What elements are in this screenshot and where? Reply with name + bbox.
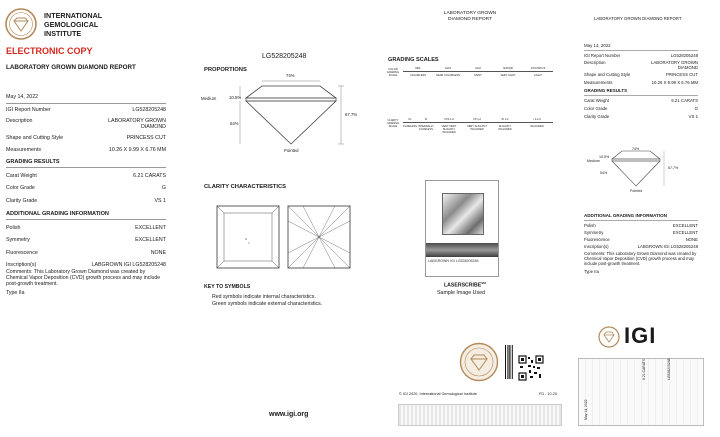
color-word: FAINT <box>474 74 482 77</box>
field-value: LABGROWN IGI LG528205248 <box>637 244 698 249</box>
center-title-line-1: LABORATORY GROWN <box>443 11 497 16</box>
table-pct: 74% <box>286 73 295 78</box>
copyright: © IGI 2020, International Gemological Institute <box>399 392 477 396</box>
field-carat <box>6 173 166 179</box>
color-scale <box>385 67 555 91</box>
field-label: Color Grade <box>584 106 608 111</box>
igi-seal-logo <box>5 8 37 40</box>
right-field <box>584 60 698 70</box>
color-word: COLORLESS <box>410 74 426 77</box>
security-strip <box>398 404 562 426</box>
divider <box>6 219 166 220</box>
field-label: Inscription(s) <box>584 244 609 249</box>
proportions-diagram <box>216 78 356 158</box>
diamond-photo <box>442 193 484 235</box>
field-value: PRINCESS CUT <box>666 72 698 77</box>
field-label: IGI Report Number <box>584 53 621 58</box>
right-girdle: Medium <box>587 159 600 163</box>
field-label: Carat Weight <box>6 173 37 179</box>
field-symmetry <box>6 237 166 243</box>
electronic-copy-label: ELECTRONIC COPY <box>6 46 93 56</box>
right-field <box>584 106 698 111</box>
right-field <box>584 223 698 228</box>
right-field <box>584 237 698 242</box>
clarity-word: VERY VERY SLIGHTLY INCLUDED <box>441 125 457 134</box>
field-value: EXCELLENT <box>672 223 698 228</box>
field-value: LG528205248 <box>670 53 698 58</box>
right-date: May 14, 2022 <box>584 43 611 48</box>
field-polish <box>6 225 166 231</box>
pavilion-pct: 54% <box>230 121 239 126</box>
divider <box>6 103 166 104</box>
right-report-title: LABORATORY GROWN DIAMOND REPORT <box>594 16 682 21</box>
right-field <box>584 230 698 235</box>
right-table-pct: 74% <box>632 147 640 151</box>
field-label: Description <box>6 118 33 124</box>
laserscribe-label <box>444 281 486 289</box>
crown-pct: 10.5% <box>229 95 242 100</box>
field-label: Inscription(s) <box>6 262 37 268</box>
field-label: Carat Weight <box>584 98 609 103</box>
mini-carat: 6.21 CARATS <box>642 358 646 380</box>
field-value: LABORATORY GROWN DIAMOND <box>651 60 698 70</box>
grading-results-heading: GRADING RESULTS <box>6 159 60 165</box>
field-description <box>6 118 166 130</box>
barcode-icon <box>505 345 513 379</box>
clarity-grade: IF <box>424 118 428 121</box>
right-type: Type IIa <box>584 269 599 274</box>
field-value: VS 1 <box>154 198 166 204</box>
field-value: G <box>694 106 698 111</box>
color-word: LIGHT <box>534 74 542 77</box>
org-name <box>44 11 102 38</box>
color-grade: NOPQR <box>503 67 513 70</box>
laserscribe-photo-text: LABGROWN IGI LG528205248 <box>428 259 479 263</box>
field-value: EXCELLENT <box>135 225 166 231</box>
field-label: Measurements <box>6 147 42 153</box>
report-title: LABORATORY GROWN DIAMOND REPORT <box>6 64 136 71</box>
field-clarity <box>6 198 166 204</box>
field-label: Color Grade <box>6 185 35 191</box>
field-value: 6.21 CARATS <box>671 98 698 103</box>
right-field <box>584 53 698 58</box>
comments: Comments: This Laboratory Grown Diamond was created by Chemical Vapor Deposition (CVD) growth process and may include post-growth treatment. <box>6 269 161 287</box>
field-value: 6.21 CARATS <box>133 173 166 179</box>
field-value: EXCELLENT <box>672 230 698 235</box>
mini-report-number: LG528205248 <box>667 358 671 380</box>
color-grade: KLM <box>475 67 481 70</box>
field-label: Clarity Grade <box>584 114 610 119</box>
laserscribe-photo <box>426 243 498 257</box>
field-value: LABGROWN IGI LG528205248 <box>91 262 166 268</box>
field-value: 10.26 X 9.99 X 6.76 MM <box>108 147 166 153</box>
proportions-heading: PROPORTIONS <box>204 67 247 73</box>
color-word: VERY LIGHT <box>500 74 516 77</box>
right-field <box>584 80 698 85</box>
color-word: NEAR COLORLESS <box>436 74 460 77</box>
field-label: Fluorescence <box>584 237 610 242</box>
right-additional-heading: ADDITIONAL GRADING INFORMATION <box>584 213 667 218</box>
field-value: LG528205248 <box>132 107 166 113</box>
color-grade: GHIJ <box>445 67 451 70</box>
field-fluorescence <box>6 250 166 256</box>
field-label: Polish <box>584 223 596 228</box>
color-grade: DEF <box>415 67 421 70</box>
clarity-word: FLAWLESS <box>403 125 417 128</box>
right-field <box>584 244 698 249</box>
clarity-grade: SI 1-2 <box>501 118 509 121</box>
clarity-word: INCLUDED <box>530 125 544 128</box>
color-scale-label: COLOR GRADING SCALE <box>386 68 400 77</box>
color-grade: STUVWXYZ <box>530 67 546 70</box>
field-measurements <box>6 147 166 153</box>
field-value: LABORATORY GROWN DIAMOND <box>108 118 166 130</box>
clarity-word: SLIGHTLY INCLUDED <box>498 125 512 131</box>
divider <box>584 220 698 221</box>
clarity-plot-crown <box>216 205 280 269</box>
divider <box>6 167 166 168</box>
right-culet: Pointed <box>630 189 643 193</box>
additional-heading: ADDITIONAL GRADING INFORMATION <box>6 211 109 217</box>
right-crown-pct: 10.5% <box>599 155 610 159</box>
form-number: FD - 10.20 <box>539 392 557 396</box>
field-label: Fluorescence <box>6 250 38 256</box>
right-field <box>584 72 698 77</box>
website: www.igi.org <box>269 411 309 418</box>
clarity-grade: VS 1-2 <box>473 118 481 121</box>
field-label: Symmetry <box>6 237 30 243</box>
clarity-scale-label: CLARITY GRADING SCALE <box>386 119 400 128</box>
clarity-plot-pavilion <box>287 205 351 269</box>
mini-security-panel <box>578 358 704 426</box>
field-label: Clarity Grade <box>6 198 38 204</box>
field-label: Symmetry <box>584 230 604 235</box>
field-label: Shape and Cutting Style <box>6 135 64 141</box>
girdle-label: Medium <box>201 96 217 101</box>
field-label: IGI Report Number <box>6 107 51 113</box>
org-line-2: GEMOLOGICAL <box>44 20 99 29</box>
report-number-center: LG528205248 <box>262 53 307 60</box>
clarity-scale <box>385 118 555 144</box>
right-comments: Comments: This Laboratory Grown Diamond was created by Chemical Vapor Deposition (CVD) growth process and may include post-growth treatment. <box>584 251 697 266</box>
field-value: VS 1 <box>688 114 698 119</box>
field-value: G <box>161 185 166 191</box>
clarity-word: INTERNALLY FLAWLESS <box>418 125 434 131</box>
right-field <box>584 98 698 103</box>
field-color <box>6 185 166 191</box>
field-label: Description <box>584 60 606 65</box>
clarity-grade: I 1-2-3 <box>533 118 541 121</box>
right-grading-heading: GRADING RESULTS <box>584 88 628 93</box>
field-label: Measurements <box>584 80 613 85</box>
org-line-1: INTERNATIONAL <box>44 11 103 20</box>
clarity-grade: FL <box>408 118 412 121</box>
laserscribe-text: LASERSCRIBE <box>444 282 482 289</box>
field-inscription <box>6 262 166 268</box>
key-heading: KEY TO SYMBOLS <box>204 284 251 290</box>
center-title-line-2: DIAMOND REPORT <box>448 17 492 22</box>
right-depth-pct: 67.7% <box>668 166 679 170</box>
clarity-grade: VVS 1-2 <box>444 118 454 121</box>
depth-pct: 67.7% <box>345 112 358 117</box>
center-title <box>435 11 505 23</box>
field-value: NONE <box>685 237 698 242</box>
qr-code[interactable] <box>518 355 544 381</box>
diamond-photo-frame <box>425 180 499 277</box>
field-report-number <box>6 107 166 113</box>
culet-label: Pointed <box>284 148 299 153</box>
diamond-type: Type IIa <box>6 290 25 296</box>
field-label: Shape and Cutting Style <box>584 72 631 77</box>
mini-date: May 14, 2022 <box>584 399 588 420</box>
igi-logo-seal-icon <box>598 326 620 348</box>
grading-scales-heading: GRADING SCALES <box>388 57 439 63</box>
field-value: PRINCESS CUT <box>126 135 166 141</box>
laserscribe-sm: SM <box>481 281 486 285</box>
gold-seal-icon <box>459 342 499 382</box>
clarity-word: VERY SLIGHTLY INCLUDED <box>466 125 488 131</box>
field-value: 10.26 X 9.99 X 6.76 MM <box>651 80 698 85</box>
divider <box>584 95 698 96</box>
field-shape <box>6 135 166 141</box>
right-field <box>584 114 698 119</box>
clarity-heading: CLARITY CHARACTERISTICS <box>204 184 287 190</box>
org-line-3: INSTITUTE <box>44 29 82 38</box>
divider <box>584 50 698 51</box>
right-pavilion-pct: 54% <box>600 171 608 175</box>
field-value: NONE <box>150 250 166 256</box>
key-red: Red symbols indicate internal characteristics. <box>212 294 316 300</box>
igi-logo-text: IGI <box>624 323 657 348</box>
key-green: Green symbols indicate external characteristics. <box>212 301 323 307</box>
report-date: May 14, 2022 <box>6 94 39 100</box>
sample-image-note: Sample Image Used <box>437 290 485 296</box>
field-value: EXCELLENT <box>135 237 166 243</box>
field-label: Polish <box>6 225 21 231</box>
